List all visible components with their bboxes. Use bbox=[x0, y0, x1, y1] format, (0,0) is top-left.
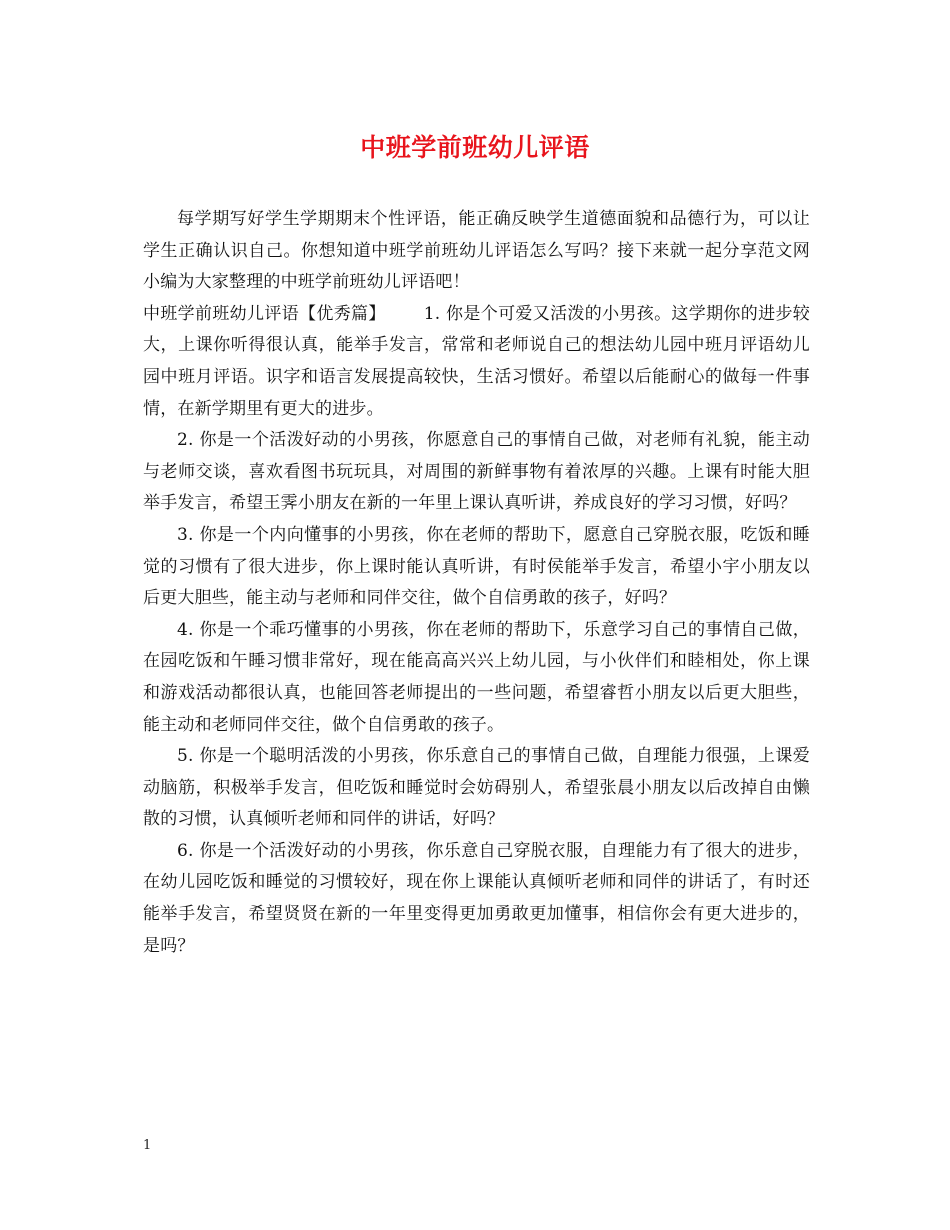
first-item-paragraph bbox=[143, 299, 810, 425]
item-1: 1. 你是个可爱又活泼的小男孩。这学期你的进步较大，上课你听得很认真，能举手发言，常常和老师说自己的想法幼儿园中班月评语幼儿园中班月评语。识字和语言发展提高较快，生活习惯好。希望以后能耐心的做每一件事情，在新学期里有更大的进步。 bbox=[143, 303, 810, 419]
page-number: 1 bbox=[143, 1138, 152, 1153]
item-4: 4. 你是一个乖巧懂事的小男孩，你在老师的帮助下，乐意学习自己的事情自己做，在园吃饭和午睡习惯非常好，现在能高高兴兴上幼儿园，与小伙伴们和睦相处，你上课和游戏活动都很认真，也能回答老师提出的一些问题，希望睿哲小朋友以后更大胆些，能主动和老师同伴交往，做个自信勇敢的孩子。 bbox=[143, 619, 810, 735]
item-5: 5. 你是一个聪明活泼的小男孩，你乐意自己的事情自己做，自理能力很强，上课爱动脑筋，积极举手发言，但吃饭和睡觉时会妨碍别人，希望张晨小朋友以后改掉自由懒散的习惯，认真倾听老师和同伴的讲话，好吗？ bbox=[143, 746, 810, 830]
document-title: 中班学前班幼儿评语 bbox=[360, 133, 590, 162]
item-6: 6. 你是一个活泼好动的小男孩，你乐意自己穿脱衣服，自理能力有了很大的进步，在幼儿园吃饭和睡觉的习惯较好，现在你上课能认真倾听老师和同伴的讲话了，有时还能举手发言，希望贤贤在新的一年里变得更加勇敢更加懂事，相信你会有更大进步的，是吗？ bbox=[143, 840, 810, 956]
section-heading: 中班学前班幼儿评语【优秀篇】 bbox=[143, 303, 386, 324]
item-2: 2. 你是一个活泼好动的小男孩，你愿意自己的事情自己做，对老师有礼貌，能主动与老师交谈，喜欢看图书玩玩具，对周围的新鲜事物有着浓厚的兴趣。上课有时能大胆举手发言，希望王霁小朋友在新的一年里上课认真听讲，养成良好的学习习惯，好吗？ bbox=[143, 430, 810, 514]
document-body bbox=[143, 204, 810, 962]
intro-paragraph: 每学期写好学生学期期末个性评语，能正确反映学生道德面貌和品德行为，可以让学生正确认识自己。你想知道中班学前班幼儿评语怎么写吗？接下来就一起分享范文网小编为大家整理的中班学前班幼儿评语吧！ bbox=[143, 209, 810, 293]
item-3: 3. 你是一个内向懂事的小男孩，你在老师的帮助下，愿意自己穿脱衣服，吃饭和睡觉的习惯有了很大进步，你上课时能认真听讲，有时侯能举手发言，希望小宇小朋友以后更大胆些，能主动与老师和同伴交往，做个自信勇敢的孩子，好吗？ bbox=[143, 524, 810, 609]
